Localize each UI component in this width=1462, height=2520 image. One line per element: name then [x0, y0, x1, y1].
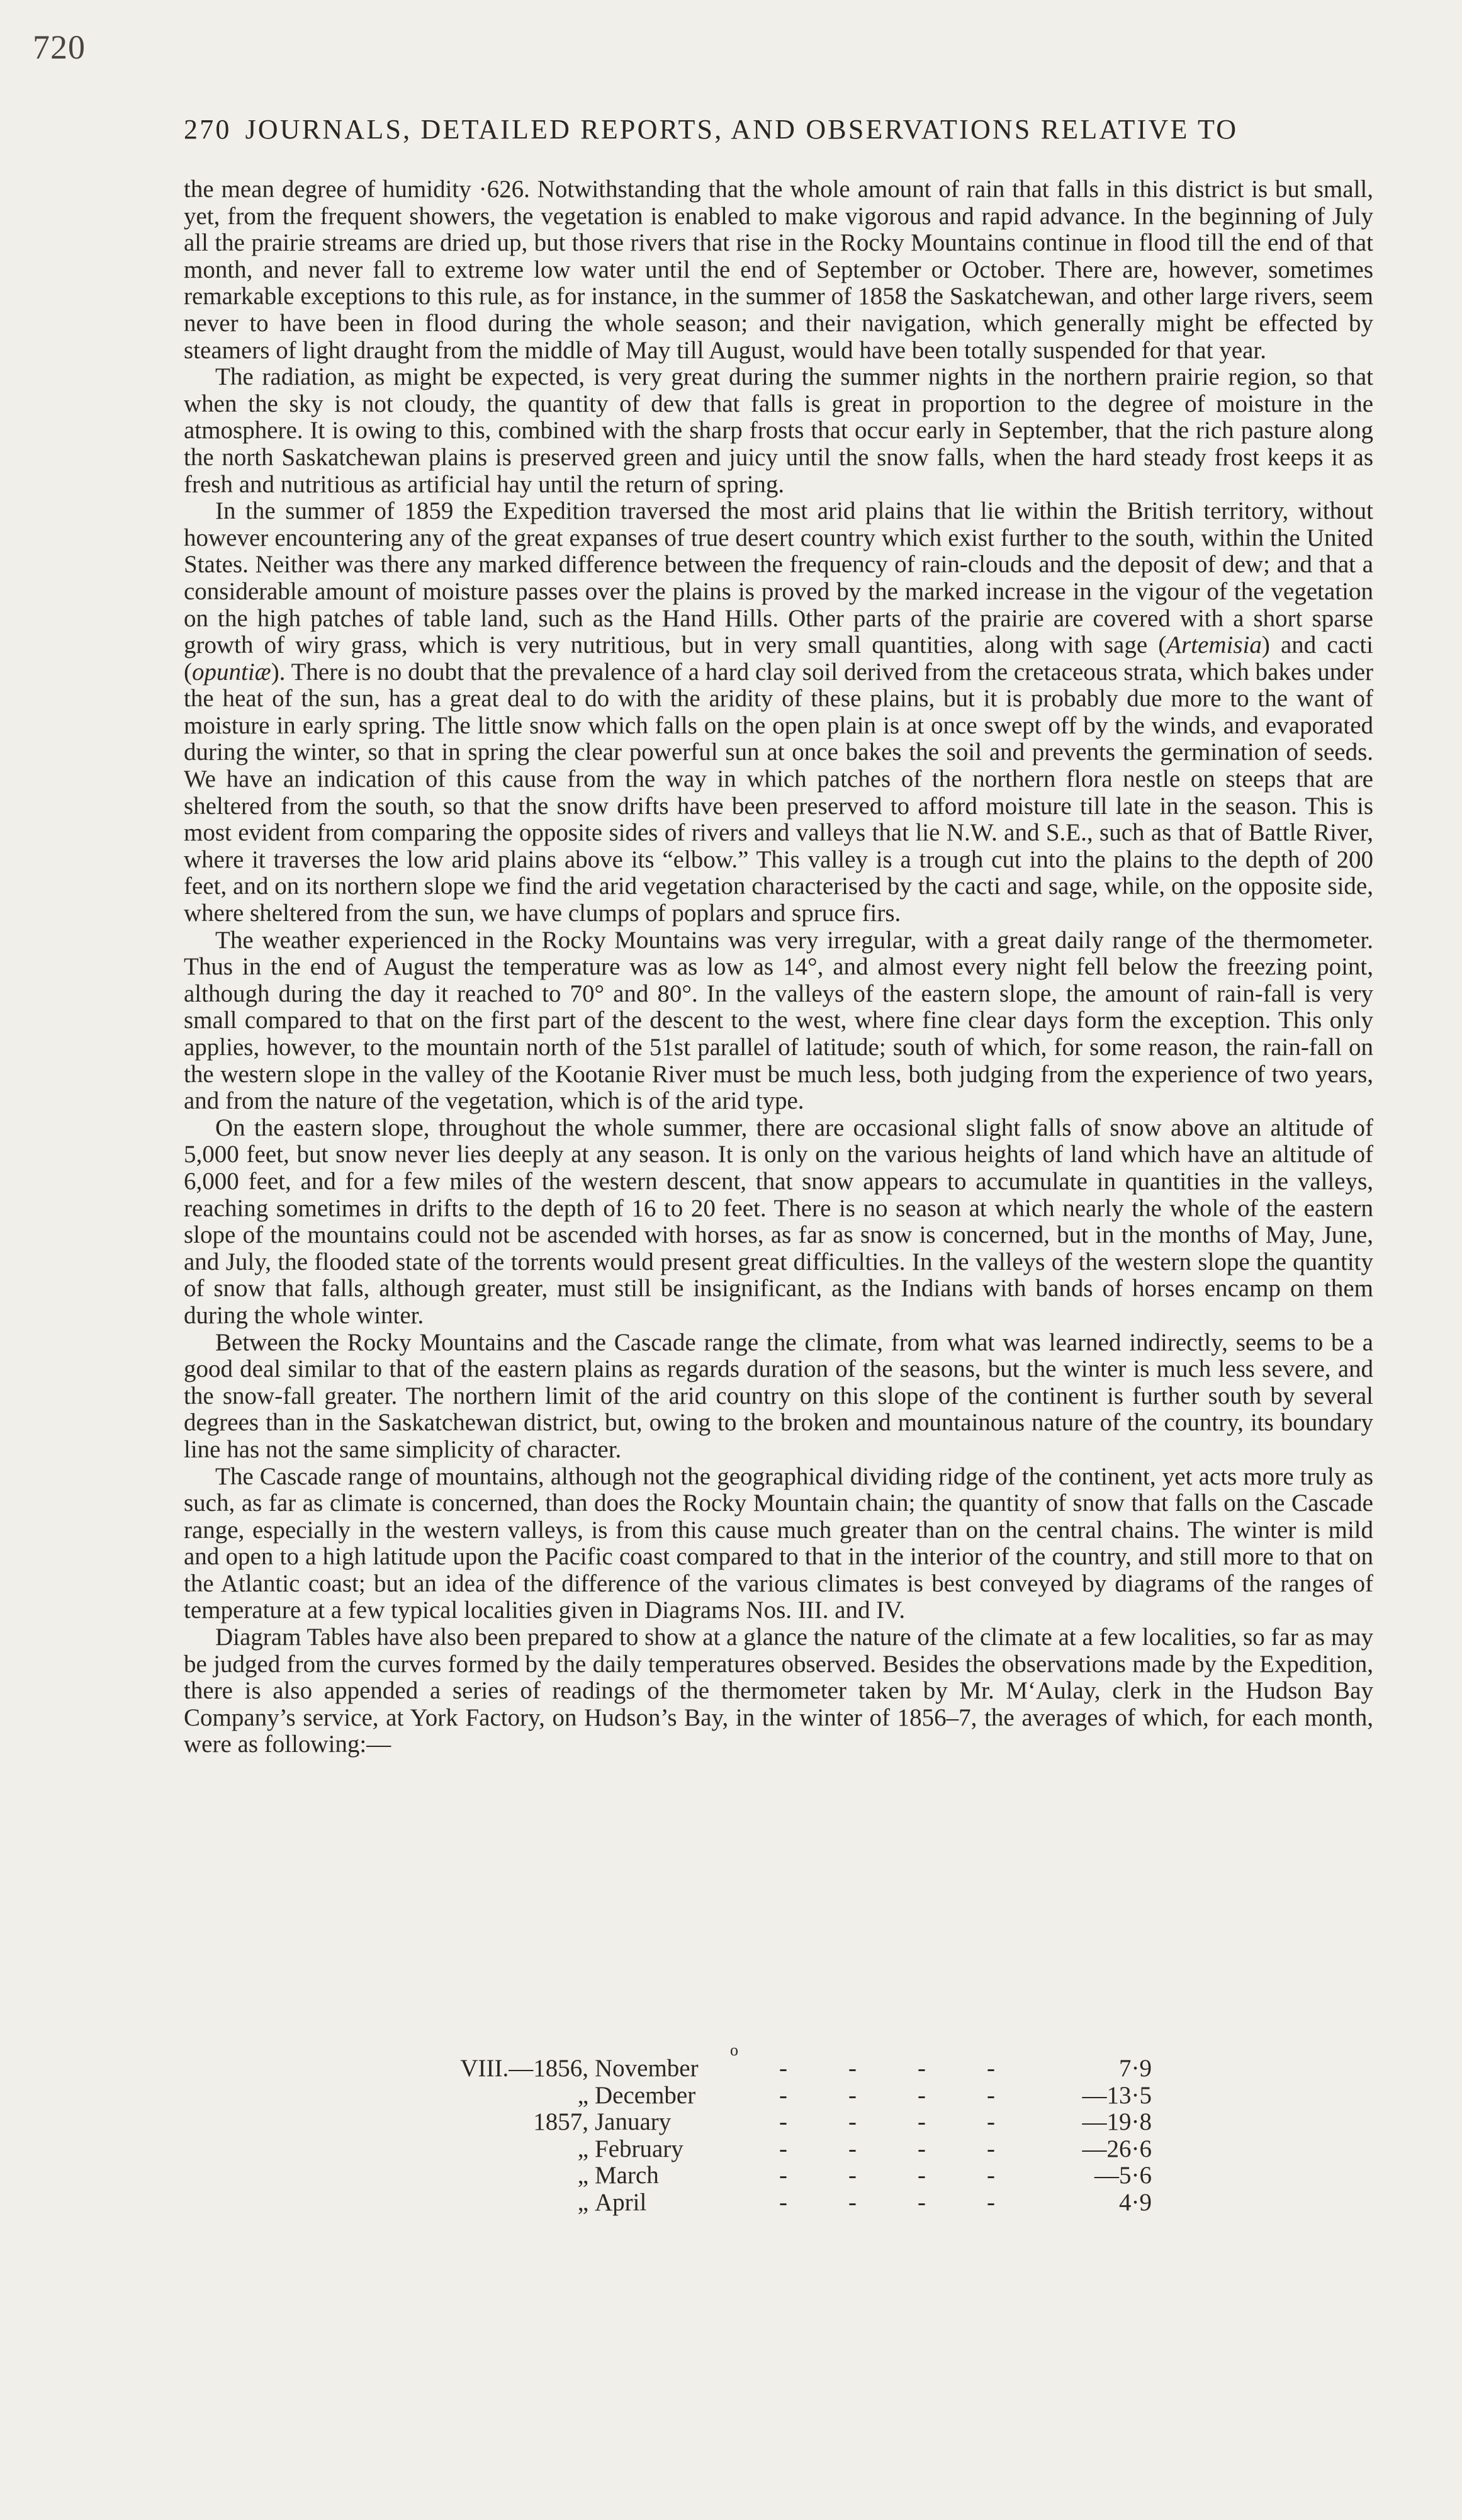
paragraph-5: On the eastern slope, throughout the whole summer, there are occasional slight falls of snow above an altitude of 5,000 feet, but snow never lies deeply at any season. It is only on the various heights of land which have an altitude of 6,000 feet, and for a few miles of the western descent, that snow appears to accumulate in quantities in the valleys, reaching sometimes in drifts to the depth of 16 to 20 feet. There is no season at which nearly the whole of the eastern slope of the mountains could not be ascended with horses, as far as snow is concerned, but in the months of May, June, and July, the flooded state of the torrents would present great difficulties. In the valleys of the western slope the quantity of snow that falls, although greater, must still be insignificant, as the Indians with bands of horses encamp on them during the whole winter. — [184, 1114, 1373, 1329]
reading-prefix: „ — [577, 2135, 588, 2162]
body-text — [184, 176, 1373, 1758]
paragraph-6: Between the Rocky Mountains and the Cascade range the climate, from what was learned indirectly, seems to be a good deal similar to that of the eastern plains as regards duration of the seasons, but the winter is much less severe, and the snow-fall greater. The northern limit of the arid country on this slope of the continent is further south by several degrees than in the Saskatchewan district, but, owing to the broken and mountainous nature of the country, its boundary line has not the same simplicity of character. — [184, 1328, 1373, 1463]
paragraph-7: The Cascade range of mountains, although not the geographical dividing ridge of the continent, yet acts more truly as such, as far as climate is concerned, than does the Rocky Mountain chain; the quantity of snow that falls on the Cascade range, especially in the western valleys, is from this cause much greater than on the central chains. The winter is mild and open to a high latitude upon the Pacific coast compared to that in the interior of the country, and still more to that on the Atlantic coast; but an idea of the difference of the various climates is best conveyed by diagrams of the ranges of temperature at a few typical localities given in Diagrams Nos. III. and IV. — [184, 1462, 1373, 1624]
artemisia-term: Artemisia — [1166, 631, 1262, 659]
paragraph-8: Diagram Tables have also been prepared to show at a glance the nature of the climate at a few localities, so far as may be judged from the curves formed by the daily temperatures observed. Besides the observations made by the Expedition, there is also appended a series of readings of the thermometer taken by Mr. M‘Aulay, clerk in the Hudson Bay Company’s service, at York Factory, on Hudson’s Bay, in the winter of 1856–7, the averages of which, for each month, were as following:— — [184, 1624, 1373, 1758]
reading-row — [409, 2109, 1202, 2136]
reading-prefix: „ — [577, 2081, 588, 2109]
reading-value: 4·9 — [1119, 2188, 1152, 2216]
reading-month: March — [595, 2162, 659, 2189]
reading-prefix: 1857, — [533, 2108, 588, 2136]
paragraph-1: the mean degree of humidity ·626. Notwithstanding that the whole amount of rain that falls in this district is but small, yet, from the frequent showers, the vegetation is enabled to make vigorous and rapid advance. In the beginning of July all the prairie streams are dried up, but those rivers that rise in the Rocky Mountains continue in flood till the end of that month, and never fall to extreme low water until the end of September or October. There are, however, sometimes remarkable exceptions to this rule, as for instance, in the summer of 1858 the Saskatchewan, and other large rivers, seem never to have been in flood during the whole season; and their navigation, which generally might be effected by steamers of light draught from the middle of May till August, would have been totally suspended for that year. — [184, 176, 1373, 364]
reading-prefix: VIII.—1856, — [460, 2055, 588, 2082]
reading-value: 7·9 — [1119, 2055, 1152, 2082]
reading-row — [409, 2189, 1202, 2217]
reading-month: November — [595, 2055, 699, 2082]
reading-leaders: - - - - — [779, 2188, 995, 2216]
reading-value: —19·8 — [1082, 2108, 1152, 2136]
reading-leaders: - - - - — [779, 2055, 995, 2082]
reading-prefix: „ — [577, 2162, 588, 2189]
reading-leaders: - - - - — [779, 2135, 995, 2162]
reading-leaders: - - - - — [779, 2081, 995, 2109]
reading-row — [409, 2136, 1202, 2163]
paragraph-3-text-c: ). There is no doubt that the prevalence of a hard clay soil derived from the cretaceous strata, which bakes under the heat of the sun, has a great deal to do with the aridity of these plains, but it is probably due more to the want of moisture in early spring. The little snow which falls on the open plain is at once swept off by the winds, and evaporated during the winter, so that in spring the clear powerful sun at once bakes the soil and prevents the germination of seeds. We have an indication of this cause from the way in which patches of the northern flora nestle on steeps that are sheltered from the south, so that the snow drifts have been preserved to afford moisture till late in the season. This is most evident from comparing the opposite sides of rivers and valleys that lie N.W. and S.E., such as that of Battle River, where it traverses the low arid plains above its “elbow.” This valley is a trough cut into the plains to the depth of 200 feet, and on its northern slope we find the arid vegetation characterised by the cacti and sage, while, on the opposite side, where sheltered from the sun, we have clumps of poplars and spruce firs. — [184, 658, 1373, 927]
reading-prefix: „ — [577, 2188, 588, 2216]
reading-month: January — [595, 2108, 672, 2136]
degree-mark: o — [730, 2041, 738, 2059]
paragraph-2: The radiation, as might be expected, is very great during the summer nights in the northern prairie region, so that when the sky is not cloudy, the quantity of dew that falls is great in proportion to the degree of moisture in the atmosphere. It is owing to this, combined with the sharp frosts that occur early in September, that the rich pasture along the north Saskatchewan plains is preserved green and juicy until the snow falls, when the hard steady frost keeps it as fresh and nutritious as artificial hay until the return of spring. — [184, 363, 1373, 498]
paragraph-4: The weather experienced in the Rocky Mountains was very irregular, with a great daily range of the thermometer. Thus in the end of August the temperature was as low as 14°, and almost every night fell below the freezing point, although during the day it reached to 70° and 80°. In the valleys of the eastern slope, the amount of rain-fall is very small compared to that on the first part of the descent to the west, where fine clear days form the exception. This only applies, however, to the mountain north of the 51st parallel of latitude; south of which, for some reason, the rain-fall on the western slope in the valley of the Kootanie River must be much less, both judging from the experience of two years, and from the nature of the vegetation, which is of the arid type. — [184, 926, 1373, 1115]
reading-value: —5·6 — [1094, 2162, 1152, 2189]
paragraph-3-text-b: ) and cacti ( — [184, 631, 1373, 686]
opuntiae-term: opuntiæ — [192, 658, 271, 686]
reading-leaders: - - - - — [779, 2162, 995, 2189]
reading-leaders: - - - - — [779, 2108, 995, 2136]
reading-month: December — [595, 2081, 696, 2109]
paragraph-3-text-a: In the summer of 1859 the Expedition traversed the most arid plains that lie within the British territory, without however encountering any of the great expanses of true desert country which exist further to the south, within the United States. Neither was there any marked difference between the frequency of rain-clouds and the deposit of dew; and that a considerable amount of moisture passes over the plains is proved by the marked increase in the vigour of the vegetation on the high patches of table land, such as the Hand Hills. Other parts of the prairie are covered with a short sparse growth of wiry grass, which is very nutritious, but in very small quantities, along with sage ( — [184, 497, 1373, 659]
reading-value: —26·6 — [1082, 2135, 1152, 2162]
reading-month: February — [595, 2135, 683, 2162]
page-number: 270 — [184, 114, 232, 145]
reading-row — [409, 2082, 1202, 2110]
folio-number: 720 — [33, 28, 86, 66]
reading-value: —13·5 — [1082, 2081, 1152, 2109]
reading-row — [409, 2162, 1202, 2189]
running-head — [184, 113, 1373, 145]
readings-table — [409, 2055, 1202, 2217]
running-head-title: JOURNALS, DETAILED REPORTS, AND OBSERVATIONS RELATIVE TO — [245, 114, 1239, 145]
reading-row — [409, 2055, 1202, 2082]
paragraph-3 — [184, 498, 1373, 927]
reading-month: April — [595, 2188, 647, 2216]
